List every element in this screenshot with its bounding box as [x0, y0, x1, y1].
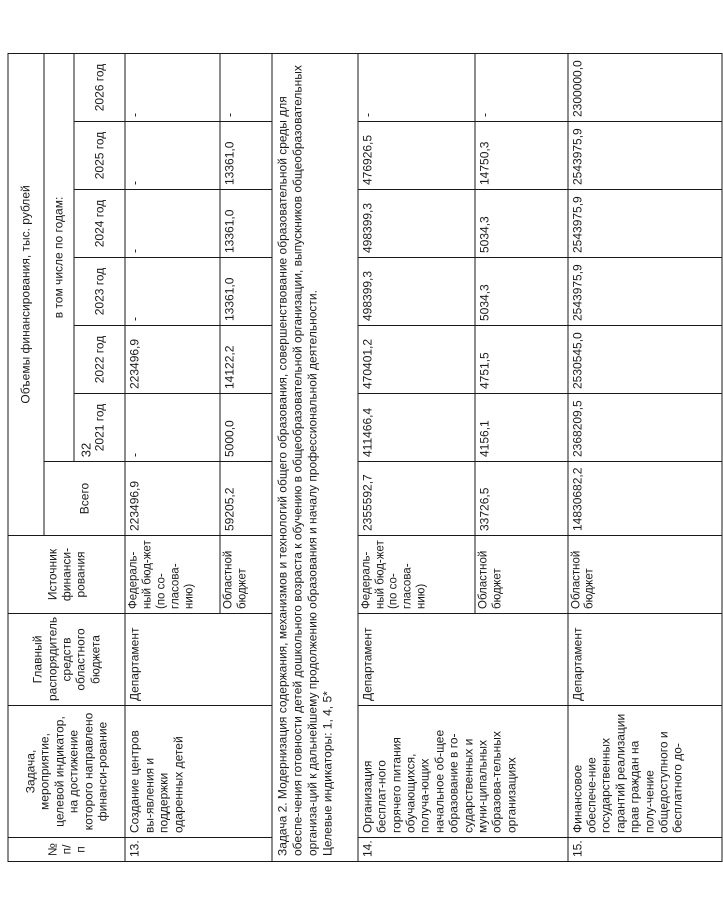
year-cell: 498399,3 [358, 258, 476, 326]
source-cell: Федераль-ный бюд-жет (по со-гласова-нию) [358, 536, 476, 614]
col-volumes-header: Объемы финансирования, тыс. рублей [8, 53, 44, 535]
row-number: 15. [568, 838, 722, 862]
year-cell: 223496,9 [125, 326, 220, 394]
col-year-header: 2021 год [74, 394, 125, 462]
col-total-header: Всего [44, 462, 125, 536]
year-cell: 2543975,9 [568, 190, 722, 258]
col-year-header: 2026 год [74, 53, 125, 121]
year-cell: - [475, 53, 567, 121]
year-cell: 14122,2 [220, 326, 271, 394]
col-manager-header: Главный распорядитель средств областного бюджета [8, 614, 125, 706]
source-cell: Областной бюджет [220, 536, 271, 614]
year-cell: - [220, 53, 271, 121]
task-text: Задача 2. Модернизация содержания, механизмов и технологий общего образования, совершенствование образовательной среды для обеспе-чения готовности детей дошкольного возраста к обучению в общеобразовательной организации, выпускников общеобразовательных организа-ций к дальнейшему продолжению образования и началу профессиональной деятельности. [275, 65, 320, 856]
row-number: 13. [125, 838, 271, 862]
col-year-header: 2025 год [74, 122, 125, 190]
manager-cell: Департамент [568, 614, 722, 706]
col-no-header: № п/п [8, 838, 125, 862]
year-cell: 2300000,0 [568, 53, 722, 121]
year-cell: - [125, 122, 220, 190]
source-cell: Областной бюджет [475, 536, 567, 614]
source-cell: Областной бюджет [568, 536, 722, 614]
year-cell: - [125, 394, 220, 462]
year-cell: 470401,2 [358, 326, 476, 394]
activity-name: Организация бесплат-ного горячего питания обучающихся, получа-ющих начальное об-щее образование в го-сударственных и муни-ципальных образова-тельных организациях [358, 706, 568, 838]
col-source-header: Источник финанси-рования [8, 536, 125, 614]
col-by-years-header: в том числе по годам: [44, 53, 74, 461]
year-cell: 2368209,5 [568, 394, 722, 462]
year-cell: 5034,3 [475, 258, 567, 326]
year-cell: - [125, 258, 220, 326]
year-cell: 411466,4 [358, 394, 476, 462]
col-task-header: Задача, мероприятие, целевой индикатор, на достижение которого направлено финанси-рование [8, 706, 125, 838]
year-cell: 2543975,9 [568, 258, 722, 326]
page-number: 32 [78, 442, 94, 458]
manager-cell: Департамент [358, 614, 568, 706]
task-description [272, 53, 358, 861]
source-cell: Федераль-ный бюд-жет (по со-гласова-нию) [125, 536, 220, 614]
col-year-header: 2022 год [74, 326, 125, 394]
total-cell: 223496,9 [125, 462, 220, 536]
activity-name: Создание центров вы-явления и поддержки одаренных детей [125, 706, 271, 838]
year-cell: 13361,0 [220, 258, 271, 326]
year-cell: 13361,0 [220, 122, 271, 190]
year-cell: 4751,5 [475, 326, 567, 394]
year-cell: 5034,3 [475, 190, 567, 258]
total-cell: 59205,2 [220, 462, 271, 536]
year-cell: 13361,0 [220, 190, 271, 258]
year-cell: 2543975,9 [568, 122, 722, 190]
table-row [358, 53, 476, 861]
year-cell: 14750,3 [475, 122, 567, 190]
table-row [125, 53, 220, 861]
total-cell: 33726,5 [475, 462, 567, 536]
table-row [568, 53, 722, 861]
year-cell: 498399,3 [358, 190, 476, 258]
task-row [272, 53, 358, 861]
year-cell: - [125, 190, 220, 258]
total-cell: 2355592,7 [358, 462, 476, 536]
year-cell: 4156,1 [475, 394, 567, 462]
activity-name: Финансовое обеспече-ние государственных гарантий реализации прав граждан на полу-чение общедоступного и бесплатного до- [568, 706, 722, 838]
financing-table [8, 53, 723, 862]
year-cell: 2530545,0 [568, 326, 722, 394]
col-year-header: 2024 год [74, 190, 125, 258]
total-cell: 14830682,2 [568, 462, 722, 536]
row-number: 14. [358, 838, 568, 862]
year-cell: - [358, 53, 476, 121]
manager-cell: Департамент [125, 614, 271, 706]
rotated-table-area [8, 54, 723, 862]
task-indicators: Целевые индикаторы: 1, 4, 5* [320, 691, 335, 856]
year-cell: - [125, 53, 220, 121]
year-cell: 5000,0 [220, 394, 271, 462]
year-cell: 476926,5 [358, 122, 476, 190]
col-year-header: 2023 год [74, 258, 125, 326]
